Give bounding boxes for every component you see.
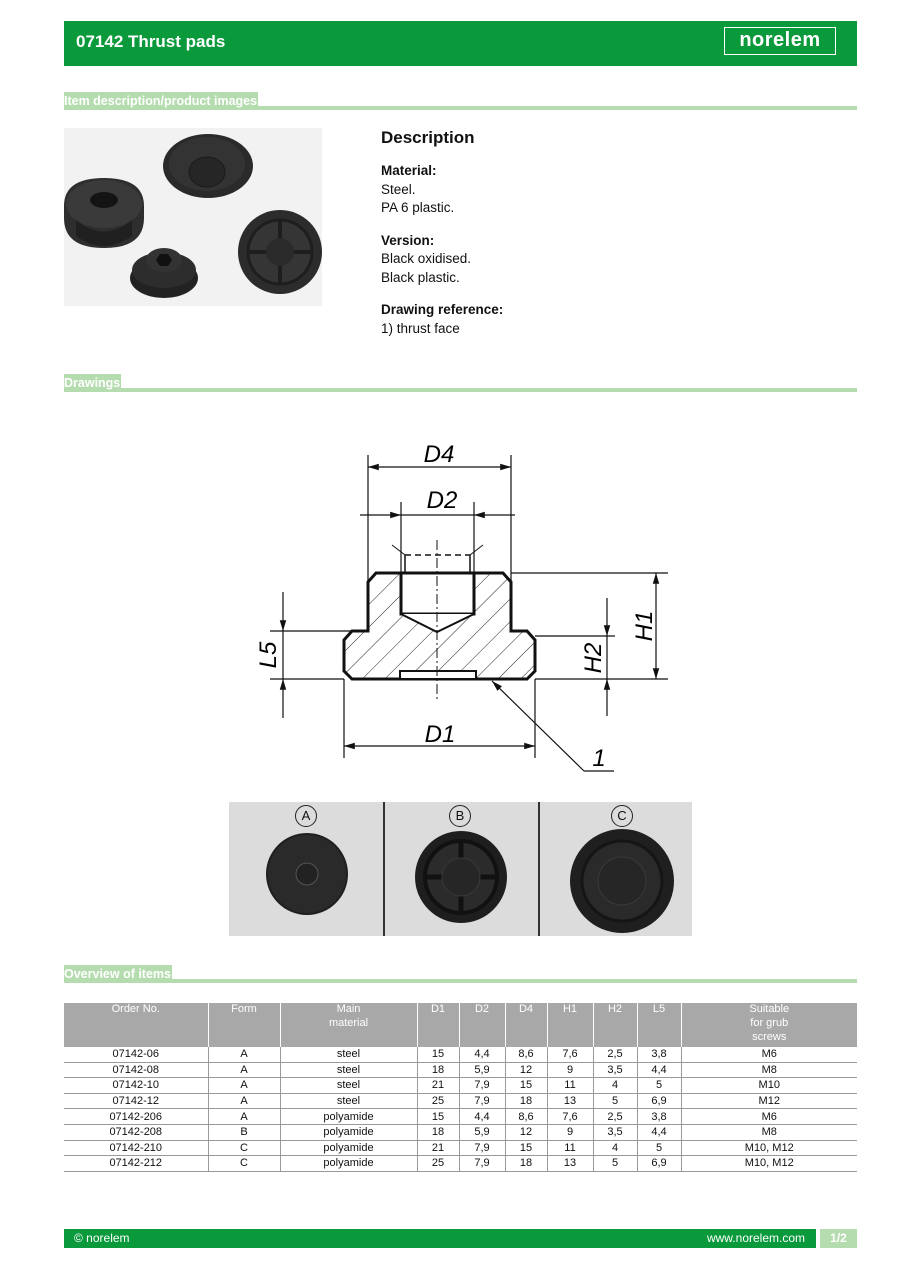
table-cell: 6,9 [637, 1093, 681, 1109]
table-cell: 18 [505, 1156, 547, 1172]
description-heading: Description [381, 128, 475, 147]
label-d4: D4 [423, 441, 455, 468]
table-cell: C [208, 1156, 280, 1172]
table-cell: 5 [637, 1078, 681, 1094]
table-cell: 07142-206 [64, 1109, 208, 1125]
form-c-image [569, 828, 675, 934]
table-cell: 12 [505, 1062, 547, 1078]
reference-line: 1) thrust face [381, 320, 460, 336]
table-cell: 5 [593, 1156, 637, 1172]
table-cell: 6,9 [637, 1156, 681, 1172]
section-title: Overview of items [64, 967, 171, 981]
table-cell: M8 [681, 1124, 857, 1140]
table-cell: 21 [417, 1140, 459, 1156]
table-cell: steel [280, 1062, 417, 1078]
col-header: L5 [637, 1003, 681, 1047]
label-d2: D2 [426, 487, 458, 514]
table-cell: 5,9 [459, 1124, 505, 1140]
table-cell: 15 [505, 1140, 547, 1156]
table-cell: 07142-12 [64, 1093, 208, 1109]
table-cell: 7,9 [459, 1093, 505, 1109]
table-cell: A [208, 1078, 280, 1094]
table-cell: steel [280, 1078, 417, 1094]
table-cell: A [208, 1062, 280, 1078]
label-h2: H2 [580, 642, 607, 674]
col-header: Order No. [64, 1003, 208, 1047]
table-cell: 18 [505, 1093, 547, 1109]
version-line: Black plastic. [381, 269, 460, 285]
table-cell: 7,9 [459, 1156, 505, 1172]
form-b-label: B [449, 805, 471, 827]
section-title: Drawings [64, 376, 121, 390]
table-cell: 07142-212 [64, 1156, 208, 1172]
table-header-row [64, 1003, 857, 1047]
table-cell: polyamide [280, 1124, 417, 1140]
table-cell: 8,6 [505, 1047, 547, 1062]
col-header: H1 [547, 1003, 593, 1047]
dimension-h2 [535, 598, 615, 716]
table-cell: 15 [417, 1109, 459, 1125]
table-row [64, 1124, 857, 1140]
col-header: Main material [280, 1003, 417, 1047]
table-cell: 5 [593, 1093, 637, 1109]
form-c-cell [539, 802, 693, 936]
table-row [64, 1156, 857, 1172]
items-table [64, 1003, 857, 1172]
table-cell: 15 [417, 1047, 459, 1062]
table-row [64, 1062, 857, 1078]
form-a-image [265, 832, 349, 916]
col-header: Form [208, 1003, 280, 1047]
table-row [64, 1047, 857, 1062]
section-title: Item description/product images [64, 94, 258, 108]
table-cell: 2,5 [593, 1047, 637, 1062]
page-number: 1/2 [820, 1229, 857, 1248]
table-cell: 4,4 [459, 1109, 505, 1125]
table-cell: 11 [547, 1078, 593, 1094]
table-cell: A [208, 1093, 280, 1109]
table-cell: 4 [593, 1140, 637, 1156]
form-c-label: C [611, 805, 633, 827]
table-cell: A [208, 1109, 280, 1125]
table-cell: 7,9 [459, 1078, 505, 1094]
table-cell: 8,6 [505, 1109, 547, 1125]
table-body [64, 1047, 857, 1171]
reference-label: Drawing reference: [381, 302, 504, 317]
table-cell: 07142-210 [64, 1140, 208, 1156]
table-cell: 4,4 [637, 1124, 681, 1140]
table-cell: 5,9 [459, 1062, 505, 1078]
page-title: 07142 Thrust pads [76, 32, 226, 51]
table-row [64, 1140, 857, 1156]
website-link[interactable]: www.norelem.com [706, 1231, 805, 1245]
table-cell: 12 [505, 1124, 547, 1140]
label-l5: L5 [255, 641, 282, 669]
table-cell: 18 [417, 1062, 459, 1078]
table-cell: 7,6 [547, 1047, 593, 1062]
table-cell: 4,4 [459, 1047, 505, 1062]
table-cell: 25 [417, 1093, 459, 1109]
table-cell: polyamide [280, 1156, 417, 1172]
form-b-image [414, 830, 508, 924]
table-cell: M6 [681, 1109, 857, 1125]
form-a-cell [229, 802, 383, 936]
table-cell: 5 [637, 1140, 681, 1156]
table-cell: M10 [681, 1078, 857, 1094]
form-a-label: A [295, 805, 317, 827]
table-cell: 07142-06 [64, 1047, 208, 1062]
table-cell: 9 [547, 1124, 593, 1140]
table-cell: 11 [547, 1140, 593, 1156]
table-cell: 15 [505, 1078, 547, 1094]
col-header: D1 [417, 1003, 459, 1047]
material-line: PA 6 plastic. [381, 200, 455, 215]
table-cell: 7,6 [547, 1109, 593, 1125]
dimension-d1 [344, 679, 535, 758]
table-cell: M8 [681, 1062, 857, 1078]
table-cell: polyamide [280, 1140, 417, 1156]
table-row [64, 1078, 857, 1094]
section-divider [64, 979, 857, 983]
page-footer [64, 1229, 857, 1248]
forms-panel [229, 802, 692, 936]
table-cell: 18 [417, 1124, 459, 1140]
table-cell: 07142-10 [64, 1078, 208, 1094]
norelem-logo: norelem [724, 27, 836, 55]
pad-section [344, 540, 535, 700]
label-h1: H1 [631, 610, 658, 642]
table-row [64, 1109, 857, 1125]
table-row [64, 1093, 857, 1109]
table-cell: M6 [681, 1047, 857, 1062]
table-cell: 07142-08 [64, 1062, 208, 1078]
table-cell: C [208, 1140, 280, 1156]
table-cell: steel [280, 1047, 417, 1062]
col-header: D4 [505, 1003, 547, 1047]
table-cell: 3,5 [593, 1124, 637, 1140]
table-cell: A [208, 1047, 280, 1062]
version-line: Black oxidised. [381, 251, 472, 266]
table-cell: 25 [417, 1156, 459, 1172]
section-overview-header [64, 965, 857, 983]
label-d1: D1 [424, 721, 456, 748]
table-cell: 2,5 [593, 1109, 637, 1125]
version-label: Version: [381, 232, 435, 248]
table-cell: M12 [681, 1093, 857, 1109]
col-header: D2 [459, 1003, 505, 1047]
table-cell: 13 [547, 1156, 593, 1172]
copyright: © norelem [74, 1231, 130, 1245]
col-header: Suitable for grub screws [681, 1003, 857, 1047]
reference-leader [492, 681, 614, 772]
material-line: Steel. [381, 181, 416, 197]
table-cell: 21 [417, 1078, 459, 1094]
table-cell: steel [280, 1093, 417, 1109]
material-label: Material: [381, 163, 437, 178]
table-cell: M10, M12 [681, 1140, 857, 1156]
table-cell: 4 [593, 1078, 637, 1094]
table-cell: 13 [547, 1093, 593, 1109]
table-cell: 9 [547, 1062, 593, 1078]
table-cell: 3,8 [637, 1047, 681, 1062]
table-cell: B [208, 1124, 280, 1140]
table-cell: 7,9 [459, 1140, 505, 1156]
table-cell: 3,5 [593, 1062, 637, 1078]
table-cell: 4,4 [637, 1062, 681, 1078]
label-reference: 1 [592, 745, 606, 772]
col-header: H2 [593, 1003, 637, 1047]
table-cell: polyamide [280, 1109, 417, 1125]
table-cell: 3,8 [637, 1109, 681, 1125]
table-cell: 07142-208 [64, 1124, 208, 1140]
table-cell: M10, M12 [681, 1156, 857, 1172]
form-b-cell [384, 802, 538, 936]
